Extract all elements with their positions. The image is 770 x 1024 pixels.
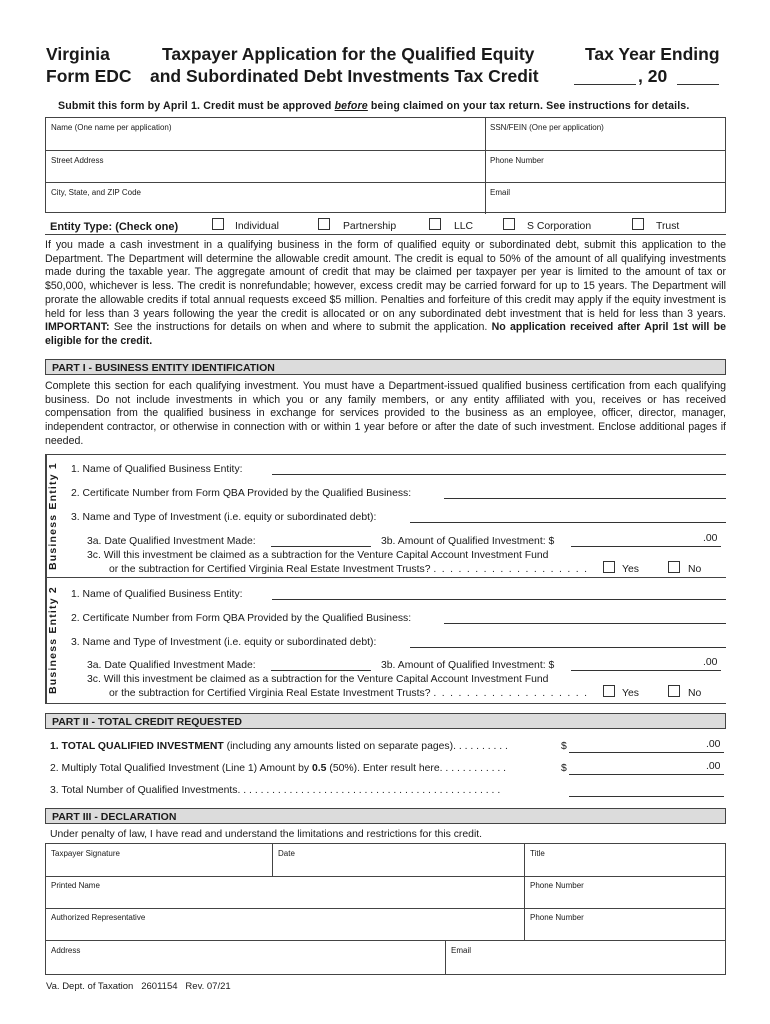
part3-declaration-text: Under penalty of law, I have read and understand the limitations and restrictions for this credit. bbox=[50, 829, 483, 840]
e1-certificate-field[interactable] bbox=[444, 498, 726, 499]
e1-line3b-label: 3b. Amount of Qualified Investment: $ bbox=[381, 536, 555, 547]
e2-cents: .00 bbox=[703, 657, 718, 668]
authorized-rep-field[interactable]: Authorized Representative bbox=[51, 913, 146, 922]
e2-investment-type-field[interactable] bbox=[410, 647, 726, 648]
e1-business-name-field[interactable] bbox=[272, 474, 726, 475]
e2-amount-field[interactable] bbox=[571, 670, 721, 671]
tax-year-label: Tax Year Ending bbox=[585, 44, 720, 64]
llc-checkbox[interactable] bbox=[429, 218, 441, 230]
declaration-table bbox=[45, 843, 726, 975]
form-title-line2: and Subordinated Debt Investments Tax Credit bbox=[150, 66, 539, 86]
e1-yes-label: Yes bbox=[622, 564, 639, 575]
e2-yes-label: Yes bbox=[622, 688, 639, 699]
e1-line2-label: 2. Certificate Number from Form QBA Provided by the Qualified Business: bbox=[71, 488, 412, 499]
tax-year-suffix: , 20 bbox=[638, 66, 668, 86]
signature-date-field[interactable]: Date bbox=[278, 849, 295, 858]
ssn-field[interactable]: SSN/FEIN (One per application) bbox=[490, 123, 604, 132]
e2-line3c-label: 3c. Will this investment be claimed as a subtraction for the Venture Capital Account Investment Fund bbox=[87, 674, 549, 685]
e1-no-label: No bbox=[688, 564, 702, 575]
tax-year-year-line[interactable] bbox=[677, 84, 719, 85]
partnership-checkbox[interactable] bbox=[318, 218, 330, 230]
form-number: Form EDC bbox=[46, 66, 132, 86]
e2-date-field[interactable] bbox=[271, 670, 371, 671]
p2-line2-cents: .00 bbox=[706, 761, 721, 772]
e1-line3a-label: 3a. Date Qualified Investment Made: bbox=[87, 536, 256, 547]
entity-type-row bbox=[45, 213, 726, 235]
p2-line3-label: 3. Total Number of Qualified Investments. . . . . . . . . . . . . . . . . . . . . . . . . . . . . . . . . . . . . . . . . . . . . . bbox=[50, 785, 501, 796]
individual-checkbox[interactable] bbox=[212, 218, 224, 230]
p2-line2-dollar: $ bbox=[561, 763, 567, 774]
credit-amount-field[interactable] bbox=[569, 774, 724, 775]
form-title-line1: Taxpayer Application for the Qualified Equity bbox=[162, 44, 535, 64]
e1-amount-field[interactable] bbox=[571, 546, 721, 547]
e1-line3c-label: 3c. Will this investment be claimed as a subtraction for the Venture Capital Account Investment Fund bbox=[87, 550, 549, 561]
e2-certificate-field[interactable] bbox=[444, 623, 726, 624]
part1-header: PART I - BUSINESS ENTITY IDENTIFICATION bbox=[45, 359, 726, 375]
submit-instruction: Submit this form by April 1. Credit must be approved before being claimed on your tax return. See instructions for details. bbox=[58, 100, 690, 112]
printed-name-field[interactable]: Printed Name bbox=[51, 881, 100, 890]
p2-line2-label: 2. Multiply Total Qualified Investment (Line 1) Amount by 0.5 (50%). Enter result here. . . . . . . . . . . . bbox=[50, 763, 507, 774]
e2-business-name-field[interactable] bbox=[272, 599, 726, 600]
s-corporation-label: S Corporation bbox=[527, 221, 592, 232]
p2-line1-cents: .00 bbox=[706, 739, 721, 750]
rep-email-field[interactable]: Email bbox=[451, 946, 472, 955]
e2-no-checkbox[interactable] bbox=[668, 685, 680, 697]
number-investments-field[interactable] bbox=[569, 796, 724, 797]
e2-line3a-label: 3a. Date Qualified Investment Made: bbox=[87, 660, 256, 671]
total-investment-field[interactable] bbox=[569, 752, 724, 753]
taxpayer-phone-field[interactable]: Phone Number bbox=[530, 881, 584, 890]
entity1-side-label: Business Entity 1 bbox=[46, 455, 67, 577]
title-field[interactable]: Title bbox=[530, 849, 545, 858]
s-corporation-checkbox[interactable] bbox=[503, 218, 515, 230]
e2-line3b-label: 3b. Amount of Qualified Investment: $ bbox=[381, 660, 555, 671]
e1-line1-label: 1. Name of Qualified Business Entity: bbox=[71, 464, 243, 475]
llc-label: LLC bbox=[454, 221, 474, 232]
name-field[interactable]: Name (One name per application) bbox=[51, 123, 172, 132]
e2-no-label: No bbox=[688, 688, 702, 699]
e1-yes-checkbox[interactable] bbox=[603, 561, 615, 573]
part1-instructions: Complete this section for each qualifying investment. You must have a Department-issued qualified business certification from each qualifying business. Do not include investments in which you or any family members, or any entity affiliated with you, receives or has received compensation from the qualified business in exchange for services provided to the business as an employee, officer, director, manager, independent contractor, or otherwise in connection with or within 1 year before or after the date of such investment. Enclose additional pages if needed. bbox=[45, 380, 726, 447]
e1-line3-label: 3. Name and Type of Investment (i.e. equity or subordinated debt): bbox=[71, 512, 377, 523]
part2-header: PART II - TOTAL CREDIT REQUESTED bbox=[45, 713, 726, 729]
phone-field[interactable]: Phone Number bbox=[490, 156, 544, 165]
e1-date-field[interactable] bbox=[271, 546, 371, 547]
p2-line1-dollar: $ bbox=[561, 741, 567, 752]
e2-line3c-label2: or the subtraction for Certified Virginia Real Estate Investment Trusts? . . . . . . . . . . . . . . . . . . . bbox=[109, 688, 589, 699]
footer-text: Va. Dept. of Taxation 2601154 Rev. 07/21 bbox=[46, 981, 231, 992]
e2-line1-label: 1. Name of Qualified Business Entity: bbox=[71, 589, 243, 600]
address-field[interactable]: Address bbox=[51, 946, 81, 955]
e2-line2-label: 2. Certificate Number from Form QBA Provided by the Qualified Business: bbox=[71, 613, 412, 624]
p2-line1-label: 1. TOTAL QUALIFIED INVESTMENT (including any amounts listed on separate pages). . . . . . . . . . bbox=[50, 741, 508, 752]
trust-label: Trust bbox=[656, 221, 680, 232]
entity-type-label: Entity Type: (Check one) bbox=[50, 221, 179, 233]
taxpayer-info-table bbox=[45, 117, 726, 213]
partnership-label: Partnership bbox=[343, 221, 397, 232]
individual-label: Individual bbox=[235, 221, 279, 232]
taxpayer-signature-field[interactable]: Taxpayer Signature bbox=[51, 849, 120, 858]
trust-checkbox[interactable] bbox=[632, 218, 644, 230]
part3-header: PART III - DECLARATION bbox=[45, 808, 726, 824]
street-field[interactable]: Street Address bbox=[51, 156, 104, 165]
e1-investment-type-field[interactable] bbox=[410, 522, 726, 523]
form-state: Virginia bbox=[46, 44, 110, 64]
entity2-side-label: Business Entity 2 bbox=[46, 578, 66, 703]
tax-year-month-line[interactable] bbox=[574, 84, 636, 85]
e2-yes-checkbox[interactable] bbox=[603, 685, 615, 697]
e1-no-checkbox[interactable] bbox=[668, 561, 680, 573]
intro-paragraph: If you made a cash investment in a qualifying business in the form of qualified equity or subordinated debt, submit this application to the Department. The Department will determine the allowable credit amount. The credit is equal to 50% of the amount of all qualifying investments made during the taxable year. The aggregate amount of credit that may be claimed per taxpayer per year is limited to the amount of tax or $50,000, whichever is less. The credit is nonrefundable; however, excess credit may be carried forward for up to 15 years. The Department will prorate the allowable credits if total annual requests exceed $5 million. Penalties and forfeiture of this credit may apply if the equity investment is held for less than 3 years following the year the credit is allocated or on any subordinated debt investment that is held for less than 3 years. IMPORTANT: See the instructions for details on when and where to submit the application. No application received after April 1st will be eligible for the credit. bbox=[45, 239, 726, 347]
e1-cents: .00 bbox=[703, 533, 718, 544]
e2-line3-label: 3. Name and Type of Investment (i.e. equity or subordinated debt): bbox=[71, 637, 377, 648]
email-field[interactable]: Email bbox=[490, 188, 511, 197]
city-field[interactable]: City, State, and ZIP Code bbox=[51, 188, 141, 197]
rep-phone-field[interactable]: Phone Number bbox=[530, 913, 584, 922]
e1-line3c-label2: or the subtraction for Certified Virginia Real Estate Investment Trusts? . . . . . . . . . . . . . . . . . . . bbox=[109, 564, 589, 575]
